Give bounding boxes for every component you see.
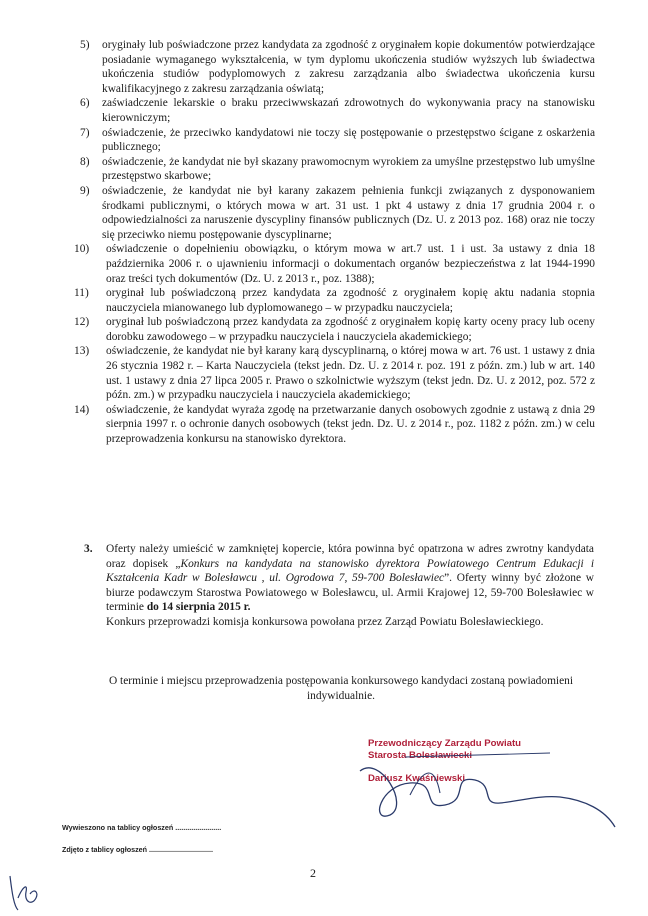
- requirement-item: [74, 242, 595, 286]
- requirement-text: oświadczenie o dopełnieniu obowiązku, o którym mowa w art.7 ust. 1 i ust. 3a ustawy z dnia 18 października 2006 r. o ujawnieniu informacji o dokumentach organów bezpieczeństwa z lat 1944-1990 oraz treści tych dokumentów (Dz. U. z 2013 r., poz. 1388);: [106, 243, 595, 285]
- requirement-text: oświadczenie, że kandydat nie był skazany prawomocnym wyrokiem za umyślne przestępstwo lub umyślne przestępstwo skarbowe;: [102, 155, 595, 183]
- requirement-text: oryginały lub poświadczone przez kandydata za zgodność z oryginałem kopie dokumentów potwierdzające posiadanie wymaganego wykształcenia, w tym dyplomu ukończenia studiów wyższych lub świadectwa ukończenia studiów podyplomowych z zakresu zarządzania albo świadectwa ukończenia kursu kwalifikacyjnego z zakresu zarządzania oświatą;: [102, 39, 595, 95]
- requirement-text: oryginał lub poświadczoną przez kandydata za zgodność z oryginałem kopię aktu nadania stopnia nauczyciela mianowanego lub dyplomowanego – w przypadku nauczyciela;: [106, 287, 595, 314]
- posted-line: Wywieszono na tablicy ogłoszeń .......................: [62, 823, 222, 832]
- requirement-number: 7): [80, 126, 90, 139]
- requirement-text: oryginał lub poświadczoną przez kandydata za zgodność z oryginałem kopię karty oceny pracy lub oceny dorobku zawodowego – w przypadku nauczyciela i nauczyciela akademickiego;: [106, 316, 595, 343]
- requirement-text: oświadczenie, że przeciwko kandydatowi nie toczy się postępowanie o przestępstwo ścigane z oskarżenia publicznego;: [102, 126, 595, 154]
- page-number: 2: [310, 866, 316, 880]
- requirement-item: [74, 403, 595, 447]
- deadline: do 14 sierpnia 2015 r.: [146, 601, 251, 614]
- requirement-number: 5): [80, 39, 90, 51]
- requirement-number: 6): [80, 97, 90, 110]
- envelope-label: Konkurs na kandydata na stanowisko dyrektora Powiatowego Centrum Edukacji i Kształcenia Kadr w Bolesławcu , ul. Ogrodowa 7, 59-700 Bolesławiec: [106, 557, 594, 585]
- requirement-number: 14): [74, 403, 90, 416]
- section-3: [84, 542, 594, 630]
- notification-note: O terminie i miejscu przeprowadzenia postępowania konkursowego kandydaci zostaną powiadomieni indywidualnie.: [108, 675, 574, 702]
- signature-title: Przewodniczący Zarządu Powiatu: [368, 738, 522, 749]
- signature-office: Starosta Bolesławiecki: [368, 750, 472, 762]
- requirements-list: [74, 38, 595, 447]
- handwritten-initials: [6, 868, 46, 914]
- requirement-number: 13): [74, 345, 90, 358]
- requirement-item: [80, 155, 595, 184]
- requirement-number: 8): [80, 155, 90, 168]
- requirement-text: zaświadczenie lekarskie o braku przeciwwskazań zdrowotnych do wykonywania pracy na stanowisku kierowniczym;: [102, 97, 595, 124]
- section-3-number: 3.: [84, 543, 93, 555]
- signature-block: [368, 738, 521, 785]
- requirement-number: 9): [80, 184, 90, 197]
- removed-line: Zdjęto z tablicy ogłoszeń ................................: [62, 845, 213, 854]
- requirement-item: [74, 315, 595, 344]
- requirement-item: [80, 126, 595, 155]
- requirement-number: 12): [74, 316, 90, 329]
- requirement-number: 10): [74, 243, 90, 256]
- requirement-item: [80, 184, 595, 242]
- requirement-text: oświadczenie, że kandydat nie był karany karą dyscyplinarną, o której mowa w art. 76 ust. 1 ustawy z dnia 26 stycznia 1982 r. – Karta Nauczyciela (tekst jedn. Dz. U. z 2014 r. poz. 191 z późn. zm.) lub w art. 140 ust. 1 ustawy z dnia 27 lipca 2005 r. Prawo o szkolnictwie wyższym (tekst jedn. Dz. U. z 2012, poz. 572 z późn. zm.) w przypadku nauczyciela i nauczyciela akademickiego;: [106, 345, 595, 402]
- signature-name: Dariusz Kwaśniewski: [368, 772, 466, 784]
- requirement-item: [80, 38, 595, 96]
- commission-note: Konkurs przeprowadzi komisja konkursowa powołana przez Zarząd Powiatu Bolesławieckiego.: [106, 615, 544, 628]
- requirement-item: [80, 96, 595, 125]
- requirement-item: [74, 286, 595, 315]
- requirement-number: 11): [74, 287, 89, 300]
- requirement-text: oświadczenie, że kandydat nie był karany zakazem pełnienia funkcji związanych z dysponowaniem środkami publicznymi, o których mowa w art. 31 ust. 1 pkt 4 ustawy z dnia 17 grudnia 2004 r. o odpowiedzialności za naruszenie dyscypliny finansów publicznych (Dz. U. z 2013 poz. 168) oraz nie toczy się przeciwko niemu postępowanie dyscyplinarne;: [102, 184, 595, 241]
- requirement-text: oświadczenie, że kandydat wyraża zgodę na przetwarzanie danych osobowych zgodnie z ustawą z dnia 29 sierpnia 1997 r. o ochronie danych osobowych (tekst jedn. Dz. U. z 2014 r., poz. 1182 z późn. zm.) w celu przeprowadzenia konkursu na stanowisko dyrektora.: [106, 403, 595, 446]
- requirement-item: [74, 344, 595, 402]
- section-3-body: Oferty należy umieścić w zamkniętej kopercie, która powinna być opatrzona w adres zwrotny kandydata oraz dopisek „Konkurs na kandydata na stanowisko dyrektora Powiatowego Centrum Edukacji i Kształcenia Kadr w Bolesławcu , ul. Ogrodowa 7, 59-700 Bolesławiec”. Oferty winny być złożone w biurze podawczym Starostwa Powiatowego w Bolesławcu, ul. Armii Krajowej 12, 59-700 Bolesławiec w terminie do 14 sierpnia 2015 r.: [106, 543, 594, 614]
